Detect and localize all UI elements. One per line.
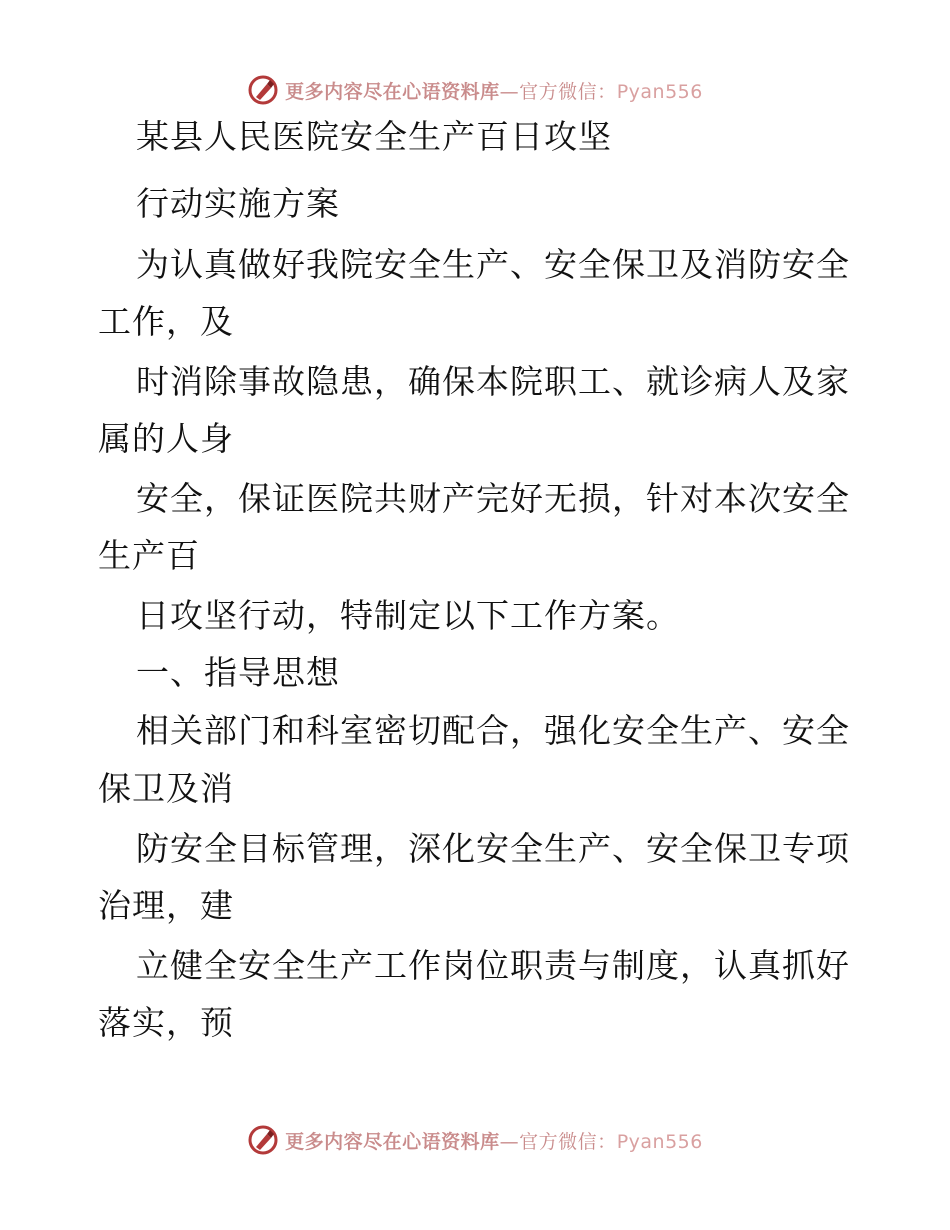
doc-line-5: 时消除事故隐患，确保本院职工、就诊病人及家: [136, 362, 850, 401]
doc-section-heading-1: 一、指导思想: [136, 653, 340, 692]
doc-title-line-1: 某县人民医院安全生产百日攻坚: [136, 117, 612, 156]
header-banner-text: [285, 77, 703, 104]
footer-brand-text: 更多内容尽在心语资料库: [285, 1130, 500, 1153]
doc-line-4: 工作，及: [98, 302, 234, 341]
doc-line-14: 治理，建: [98, 886, 234, 925]
doc-line-3: 为认真做好我院安全生产、安全保卫及消防安全: [136, 245, 850, 284]
doc-line-9: 日攻坚行动，特制定以下工作方案。: [136, 596, 680, 635]
pen-logo-icon: [247, 1124, 279, 1156]
footer-banner-content: [247, 1124, 703, 1156]
header-wechat-label: 官方微信：: [519, 80, 617, 103]
footer-banner: [0, 1120, 950, 1160]
doc-line-12: 保卫及消: [98, 769, 234, 808]
doc-line-8: 生产百: [98, 536, 200, 575]
header-dash: —: [499, 80, 520, 103]
doc-line-7: 安全，保证医院共财产完好无损，针对本次安全: [136, 479, 850, 518]
footer-wechat-id: Pyan556: [616, 1130, 703, 1153]
header-banner-content: [247, 74, 703, 106]
header-banner: [0, 70, 950, 110]
doc-line-13: 防安全目标管理，深化安全生产、安全保卫专项: [136, 829, 850, 868]
footer-banner-text: [285, 1127, 703, 1154]
header-brand-text: 更多内容尽在心语资料库: [285, 80, 500, 103]
pen-logo-icon: [247, 74, 279, 106]
doc-line-6: 属的人身: [98, 419, 234, 458]
doc-line-11: 相关部门和科室密切配合，强化安全生产、安全: [136, 711, 850, 750]
doc-line-15: 立健全安全生产工作岗位职责与制度，认真抓好: [136, 946, 850, 985]
header-wechat-id: Pyan556: [616, 80, 703, 103]
doc-title-line-2: 行动实施方案: [136, 184, 340, 223]
footer-wechat-label: 官方微信：: [519, 1130, 617, 1153]
footer-dash: —: [499, 1130, 520, 1153]
doc-line-16: 落实，预: [98, 1003, 234, 1042]
